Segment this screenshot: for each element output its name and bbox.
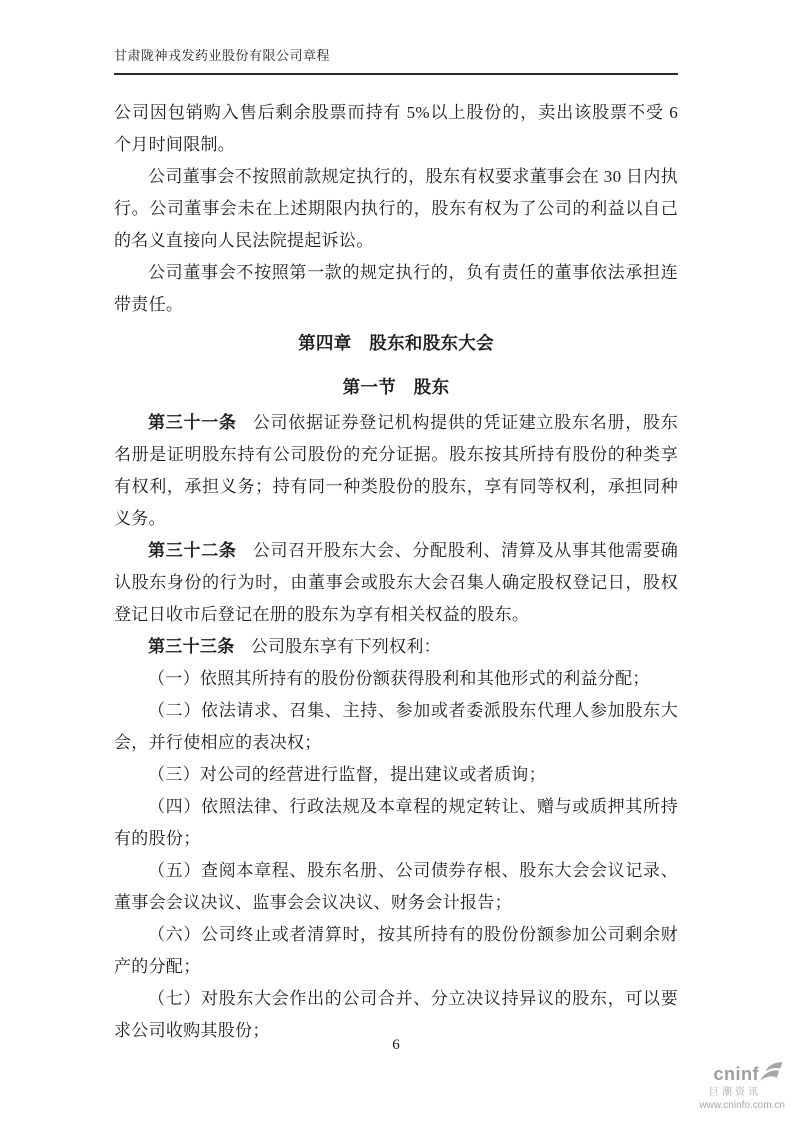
document-header-title: 甘肃陇神戎发药业股份有限公司章程 [114, 48, 331, 63]
body-paragraph: （二）依法请求、召集、主持、参加或者委派股东代理人参加股东大会，并行使相应的表决权； [114, 701, 678, 752]
body-paragraph: 公司董事会不按照前款规定执行的，股东有权要求董事会在 30 日内执行。公司董事会未在上述期限内执行的，股东有权为了公司的利益以自己的名义直接向人民法院提起诉讼。 [114, 167, 678, 250]
document-body [114, 97, 678, 1047]
article-number-label: 第三十三条 [148, 637, 235, 656]
article-number-label: 第三十一条 [148, 413, 237, 432]
cninfo-watermark [677, 1062, 787, 1111]
body-paragraph: （四）依照法律、行政法规及本章程的规定转让、赠与或质押其所持有的股份； [114, 797, 678, 848]
cninfo-url-text: www.cninfo.com.cn [699, 1100, 785, 1111]
body-paragraph: 公司因包销购入售后剩余股票而持有 5%以上股份的，卖出该股票不受 6 个月时间限制。 [114, 103, 678, 154]
document-header [114, 46, 678, 75]
cninfo-swirl-icon [760, 1062, 783, 1086]
page-number: 6 [392, 1037, 400, 1053]
document-footer [114, 1036, 678, 1054]
body-paragraph: （七）对股东大会作出的公司合并、分立决议持异议的股东，可以要求公司收购其股份； [114, 989, 678, 1040]
section-heading: 第一节 股东 [342, 377, 450, 397]
article-number-label: 第三十二条 [148, 541, 237, 560]
body-paragraph: 公司董事会不按照第一款的规定执行的，负有责任的董事依法承担连带责任。 [114, 263, 678, 314]
chapter-heading: 第四章 股东和股东大会 [298, 333, 494, 353]
article-paragraph: 第三十三条 公司股东享有下列权利： [148, 637, 441, 656]
article-paragraph: 第三十一条 公司依据证券登记机构提供的凭证建立股东名册，股东名册是证明股东持有公司股份的充分证据。股东按其所持有股份的种类享有权利，承担义务；持有同一种类股份的股东，享有同等权利，承担同种义务。 [114, 413, 678, 528]
body-paragraph: （五）查阅本章程、股东名册、公司债券存根、股东大会会议记录、董事会会议决议、监事会会议决议、财务会计报告； [114, 861, 678, 912]
body-paragraph: （三）对公司的经营进行监督，提出建议或者质询； [148, 765, 546, 784]
cninfo-chinese-name: 巨潮资讯 [709, 1087, 761, 1098]
cninfo-brand-text: cninf [713, 1064, 759, 1084]
article-paragraph: 第三十二条 公司召开股东大会、分配股利、清算及从事其他需要确认股东身份的行为时，由董事会或股东大会召集人确定股权登记日，股权登记日收市后登记在册的股东为享有相关权益的股东。 [114, 541, 678, 624]
body-paragraph: （六）公司终止或者清算时，按其所持有的股份份额参加公司剩余财产的分配； [114, 925, 678, 976]
body-paragraph: （一）依照其所持有的股份份额获得股利和其他形式的利益分配； [148, 669, 650, 688]
cninfo-logo-row [677, 1062, 787, 1086]
